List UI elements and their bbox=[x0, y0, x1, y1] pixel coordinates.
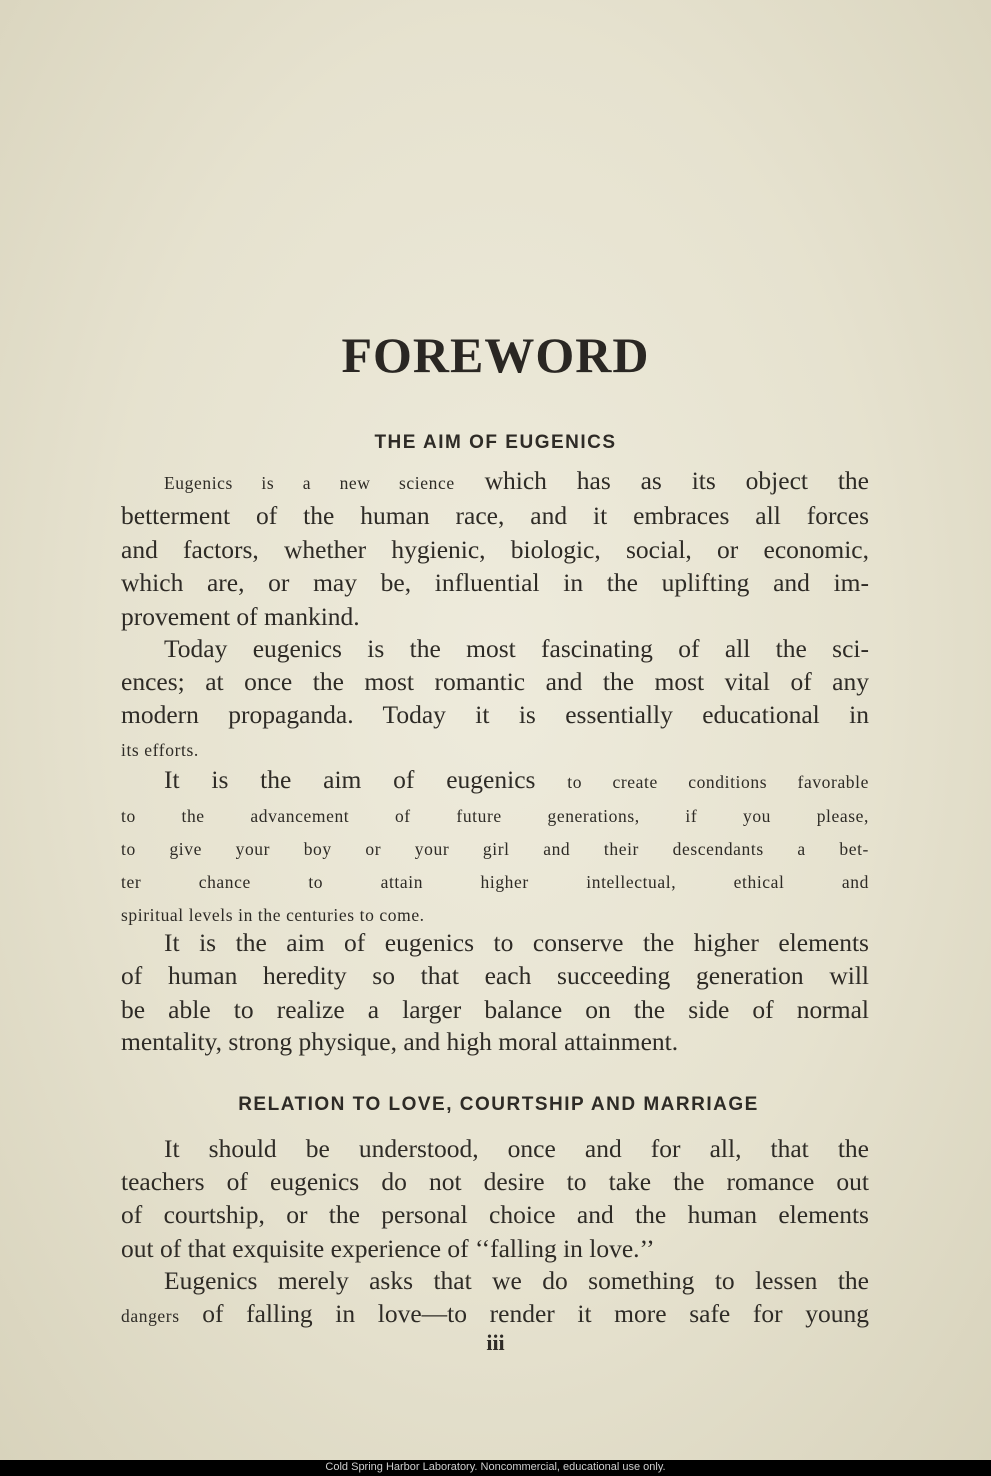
text-line: Eugenics merely asks that we do something to lessen the bbox=[164, 1266, 869, 1295]
small-caps-run: to create conditions favorable bbox=[567, 772, 869, 792]
text-line: mentality, strong physique, and high moral attainment. bbox=[121, 1027, 679, 1056]
text-line: spiritual levels in the centuries to come. bbox=[121, 905, 425, 925]
text-line: of human heredity so that each succeeding generation will bbox=[121, 961, 869, 990]
text-line: out of that exquisite experience of ‘‘falling in love.’’ bbox=[121, 1234, 655, 1263]
text-line: be able to realize a larger balance on the side of normal bbox=[121, 995, 869, 1024]
small-caps-run: Eugenics is a new science bbox=[164, 473, 455, 493]
section-heading-relation: RELATION TO LOVE, COURTSHIP AND MARRIAGE bbox=[238, 1094, 759, 1115]
text-line: teachers of eugenics do not desire to take the romance out bbox=[121, 1167, 869, 1196]
text-line: to the advancement of future generations, if you please, bbox=[121, 806, 869, 826]
text-line: Today eugenics is the most fascinating of all the sci- bbox=[164, 634, 869, 663]
text-line: It is the aim of eugenics to conserve the higher elements bbox=[164, 928, 869, 957]
page-title: FOREWORD bbox=[341, 327, 650, 383]
text-line: which are, or may be, influential in the uplifting and im- bbox=[121, 568, 869, 597]
text-line bbox=[121, 1298, 869, 1332]
text-line: to give your boy or your girl and their descendants a bet- bbox=[121, 839, 869, 859]
text-line bbox=[164, 465, 869, 499]
text-line: ences; at once the most romantic and the most vital of any bbox=[121, 667, 869, 696]
text-run: of falling in love—to render it more safe for young bbox=[179, 1299, 869, 1328]
small-caps-run: its efforts. bbox=[121, 740, 199, 760]
page-number: iii bbox=[486, 1330, 505, 1355]
text-line: of courtship, or the personal choice and the human elements bbox=[121, 1200, 869, 1229]
text-line bbox=[121, 732, 869, 766]
text-line: ter chance to attain higher intellectual, ethical and bbox=[121, 872, 869, 892]
section-heading-aim: THE AIM OF EUGENICS bbox=[374, 432, 617, 453]
text-line: modern propaganda. Today it is essentially educational in bbox=[121, 700, 869, 729]
text-line bbox=[164, 764, 869, 798]
text-line: provement of mankind. bbox=[121, 602, 360, 631]
credit-line: Cold Spring Harbor Laboratory. Noncommercial, educational use only. bbox=[325, 1461, 666, 1473]
text-line: betterment of the human race, and it embraces all forces bbox=[121, 501, 869, 530]
text-line: It should be understood, once and for all, that the bbox=[164, 1134, 869, 1163]
text-run: which has as its object the bbox=[454, 466, 869, 495]
text-line: and factors, whether hygienic, biologic, social, or economic, bbox=[121, 535, 869, 564]
small-caps-run: dangers bbox=[121, 1306, 180, 1326]
text-run: It is the aim of eugenics bbox=[164, 765, 568, 794]
